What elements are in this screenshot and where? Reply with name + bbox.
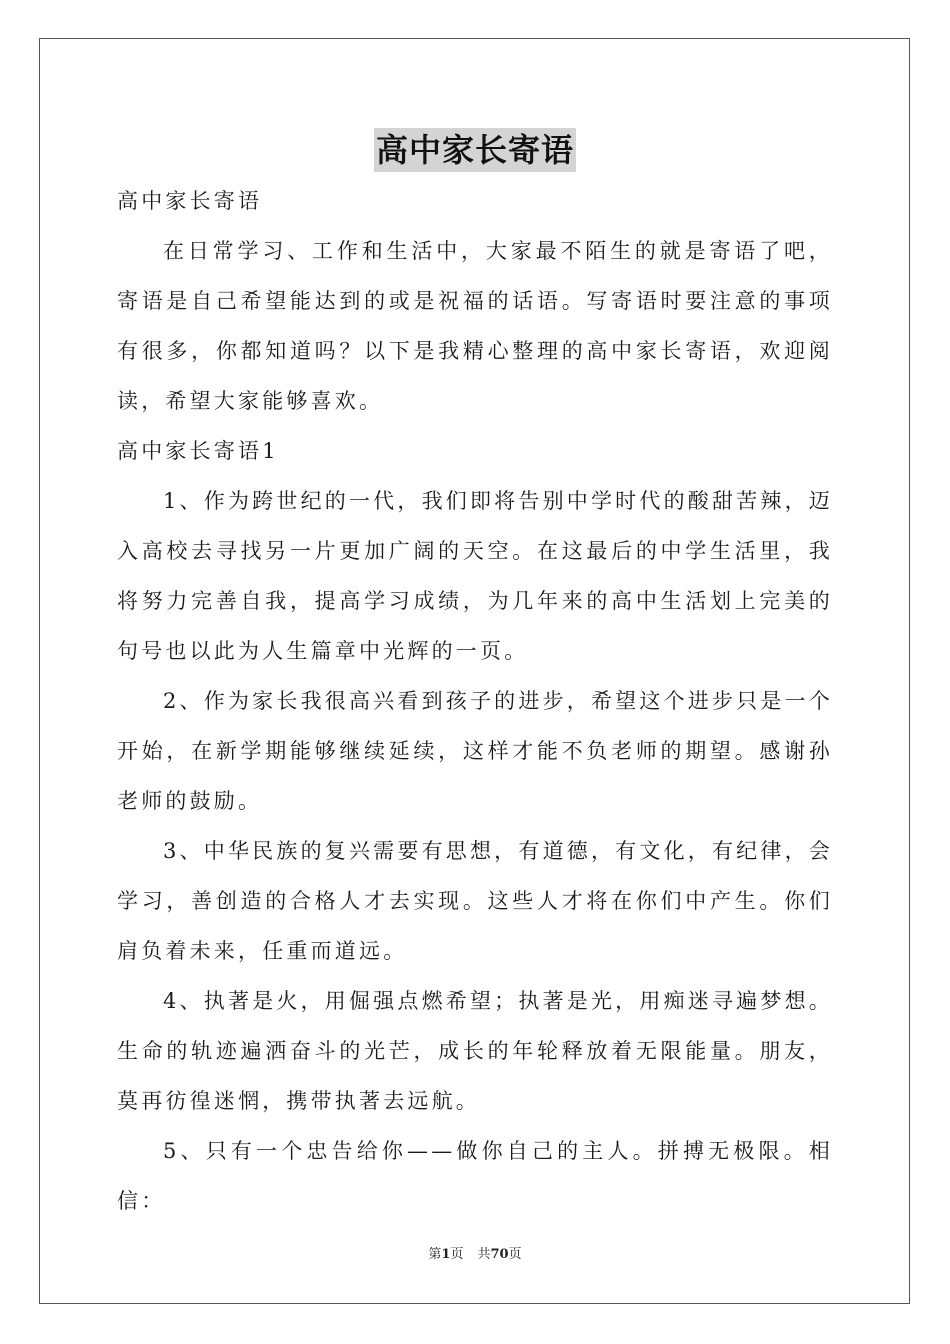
footer-page-prefix: 第 xyxy=(428,1247,442,1262)
footer-page-number: 1 xyxy=(441,1247,451,1262)
paragraph-intro: 在日常学习、工作和生活中，大家最不陌生的就是寄语了吧，寄语是自己希望能达到的或是祝福的话语。写寄语时要注意的事项有很多，你都知道吗？以下是我精心整理的高中家长寄语，欢迎阅读，希望大家能够喜欢。 xyxy=(117,239,833,413)
document-title: 高中家长寄语 xyxy=(374,128,576,172)
title-container xyxy=(0,128,950,172)
footer-total-suffix: 页 xyxy=(508,1247,522,1262)
paragraph-item-2: 2、作为家长我很高兴看到孩子的进步，希望这个进步只是一个开始，在新学期能够继续延续，这样才能不负老师的期望。感谢孙老师的鼓励。 xyxy=(117,689,833,813)
page-footer xyxy=(0,1245,950,1265)
footer-total-pages: 70 xyxy=(490,1247,509,1262)
footer-page-suffix: 页 xyxy=(450,1247,464,1262)
paragraph-item-5: 5、只有一个忠告给你——做你自己的主人。拼搏无极限。相信： xyxy=(117,1139,833,1213)
section-heading-intro: 高中家长寄语 xyxy=(117,189,263,213)
paragraph-item-1: 1、作为跨世纪的一代，我们即将告别中学时代的酸甜苦辣，迈入高校去寻找另一片更加广阔的天空。在这最后的中学生活里，我将努力完善自我，提高学习成绩，为几年来的高中生活划上完美的句号也以此为人生篇章中光辉的一页。 xyxy=(117,489,833,663)
section-heading-1: 高中家长寄语1 xyxy=(117,439,279,463)
paragraph-item-4: 4、执著是火，用倔强点燃希望；执著是光，用痴迷寻遍梦想。生命的轨迹遍洒奋斗的光芒，成长的年轮释放着无限能量。朋友，莫再彷徨迷惘，携带执著去远航。 xyxy=(117,989,833,1113)
document-body xyxy=(117,176,833,1226)
paragraph-item-3: 3、中华民族的复兴需要有思想，有道德，有文化，有纪律，会学习，善创造的合格人才去实现。这些人才将在你们中产生。你们肩负着未来，任重而道远。 xyxy=(117,839,833,963)
footer-total-prefix: 共 xyxy=(477,1247,491,1262)
